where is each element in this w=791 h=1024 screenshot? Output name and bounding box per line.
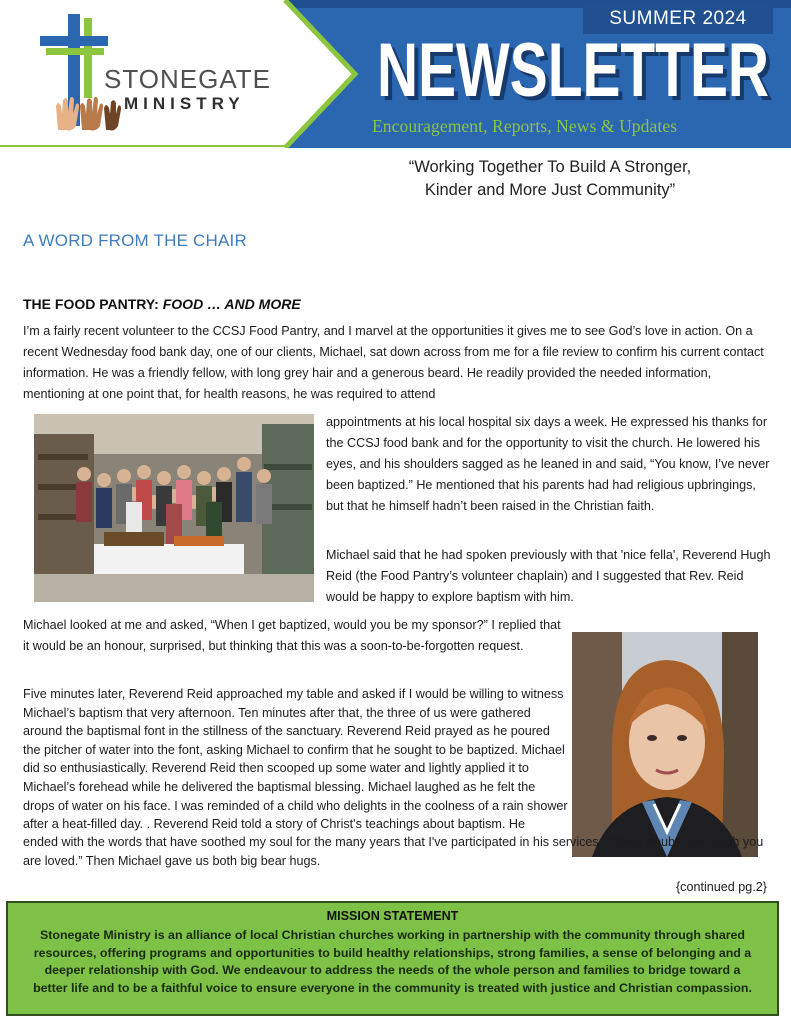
paragraph-1: I’m a fairly recent volunteer to the CCSJ Food Pantry, and I marvel at the opportunities it gives me to see God’s love in action. On a recent Wednesday food bank day, one of our clients, Michael, sat down across from me for a file review to confirm his current contact information. He was a friendly fellow, with long grey hair and a generous beard. He readily provided the needed information, mentioning at one point that, for health reasons, he was required to attend: [23, 324, 764, 401]
mission-body: Stonegate Ministry is an alliance of local Christian churches working in partnership with the community through shared resources, offering programs and opportunities to build healthy relationships, strong families, a sense of belonging and a deeper relationship with God. We endeavour to address the needs of the whole person and families to bridge toward a better life and to be a faithful voice to ensure everyone in the community is treated with justice and Christian compassion.: [33, 928, 752, 995]
paragraph-5: Five minutes later, Reverend Reid approached my table and asked if I would be willing to witness Michael’s baptism that very afternoon. Ten minutes after that, the three of us were gathered around the baptismal font in the stillness of the sanctuary. Reverend Reid prayed as he poured the pitcher of water into the font, asking Michael to confirm that he sought to be baptized. Michael did so enthusiastically. Reverend Reid then scooped up some water and lightly applied it to Michael’s forehead while he delivered the baptismal blessing. Michael laughed as he felt the drops of water on his face. I was reminded of a child who delights in the coolness of a rain shower after a heat-filled day. . Reverend Reid told a story of Christ's teachings about baptism. He: [23, 687, 568, 832]
slogan-line-2: Kinder and More Just Community”: [424, 181, 676, 199]
hands-icon: [52, 92, 124, 132]
paragraph-6: ended with the words that have soothed my soul for the many years that I've participated in his services: “Never doubt how much you are loved.” Then Michael gave us both big bear hugs.: [23, 835, 764, 868]
mission-statement-box: [6, 901, 779, 1016]
logo-name: STONEGATE: [104, 64, 271, 94]
tagline: Encouragement, Reports, News & Updates: [372, 116, 678, 136]
paragraph-4: Michael looked at me and asked, “When I get baptized, would you be my sponsor?” I replied that it would be an honour, surprised, but thinking that this was a soon-to-be-forgotten request.: [23, 618, 561, 653]
author-portrait-photo: [572, 632, 758, 857]
article-title-main: THE FOOD PANTRY:: [23, 296, 163, 312]
season-badge: SUMMER 2024: [583, 4, 773, 34]
continued-note: {continued pg.2}: [675, 880, 767, 894]
article-title-sub: FOOD … AND MORE: [162, 296, 301, 312]
logo-subname: MINISTRY: [124, 94, 245, 113]
section-heading: A WORD FROM THE CHAIR: [23, 231, 247, 250]
food-pantry-group-photo: [34, 414, 314, 602]
paragraph-3: Michael said that he had spoken previously with that 'nice fella', Reverend Hugh Reid (the Food Pantry’s volunteer chaplain) and I suggested that Rev. Reid would be happy to explore baptism with him.: [326, 548, 771, 604]
newsletter-title-text: NEWSLETTER: [377, 30, 769, 112]
paragraph-2: appointments at his local hospital six days a week. He expressed his thanks for the CCSJ food bank and for the opportunity to visit the church. He lowered his eyes, and his shoulders sagged as he leaned in and said, “You know, I’ve never been baptized.” He mentioned that his parents had had religious upbringings, but that he himself hadn’t been raised in the Christian faith.: [326, 415, 770, 513]
slogan: [330, 156, 770, 202]
article-title: [23, 296, 301, 312]
slogan-line-1: “Working Together To Build A Stronger,: [408, 158, 692, 176]
newsletter-title-shadow: NEWSLETTER: [381, 32, 773, 112]
newsletter-title: [373, 30, 773, 112]
mission-title: MISSION STATEMENT: [326, 909, 459, 923]
